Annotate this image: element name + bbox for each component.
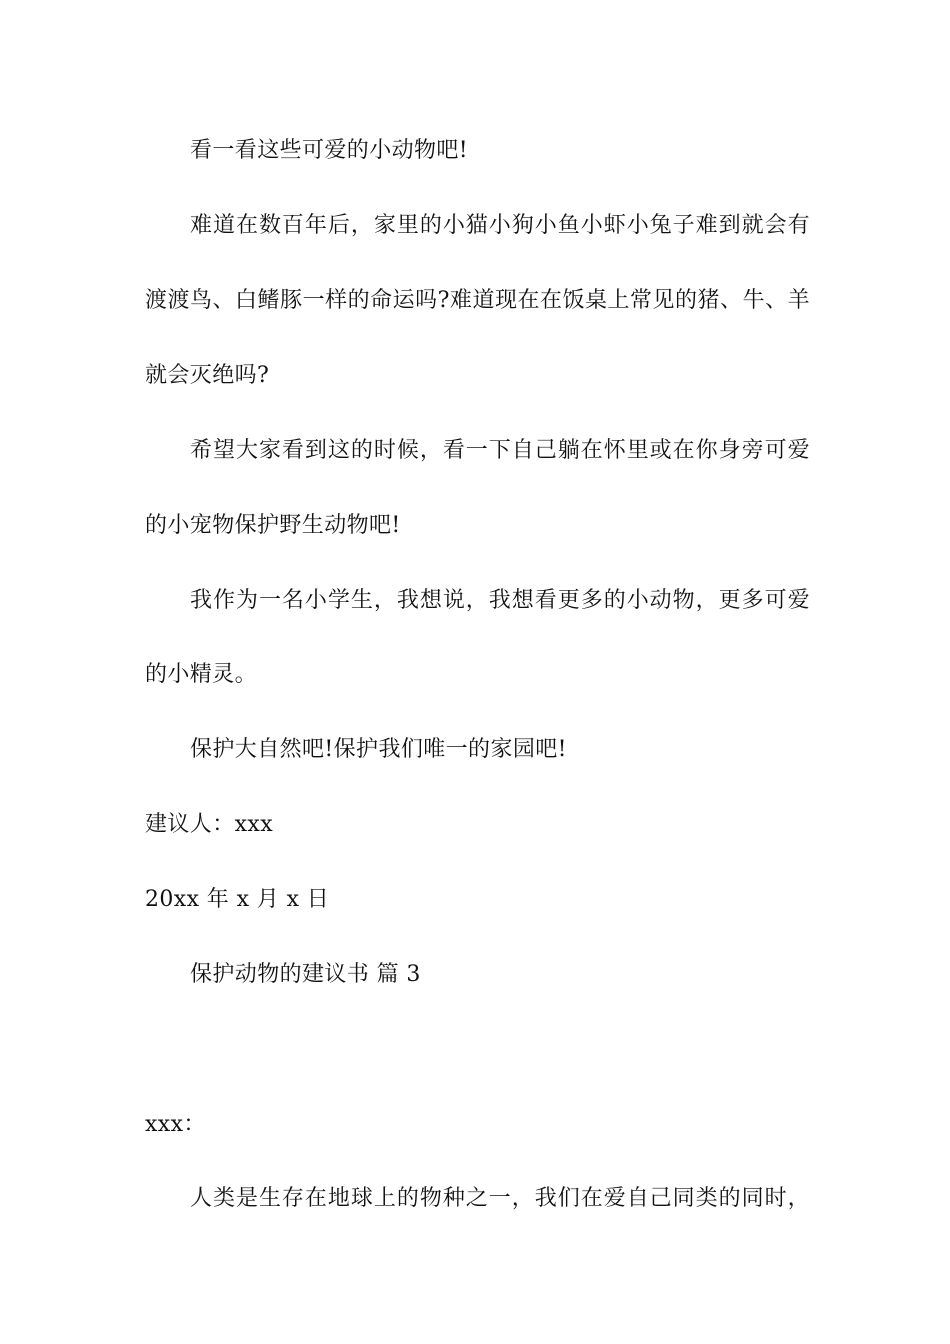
salutation-line: xxx： bbox=[145, 1112, 206, 1137]
paragraph-line-9: 保护大自然吧!保护我们唯一的家园吧! bbox=[190, 737, 567, 762]
paragraph-line-2: 难道在数百年后，家里的小猫小狗小鱼小虾小兔子难到就会有 bbox=[190, 213, 810, 238]
paragraph-line-1: 看一看这些可爱的小动物吧! bbox=[190, 138, 469, 163]
signer-line: 建议人：xxx bbox=[145, 812, 274, 837]
paragraph-line-5: 希望大家看到这的时候，看一下自己躺在怀里或在你身旁可爱 bbox=[190, 438, 810, 463]
paragraph-line-3: 渡渡鸟、白鳍豚一样的命运吗?难道现在在饭桌上常见的猪、牛、羊 bbox=[145, 288, 810, 313]
section-title: 保护动物的建议书 篇 3 bbox=[190, 962, 421, 987]
date-line: 20xx 年 x 月 x 日 bbox=[145, 887, 330, 912]
paragraph-line-4: 就会灭绝吗? bbox=[145, 363, 270, 388]
paragraph-line-8: 的小精灵。 bbox=[145, 662, 258, 687]
paragraph-line-10: 人类是生存在地球上的物种之一，我们在爱自己同类的同时， bbox=[190, 1186, 810, 1211]
paragraph-line-7: 我作为一名小学生，我想说，我想看更多的小动物，更多可爱 bbox=[190, 588, 810, 613]
paragraph-line-6: 的小宠物保护野生动物吧! bbox=[145, 513, 401, 538]
